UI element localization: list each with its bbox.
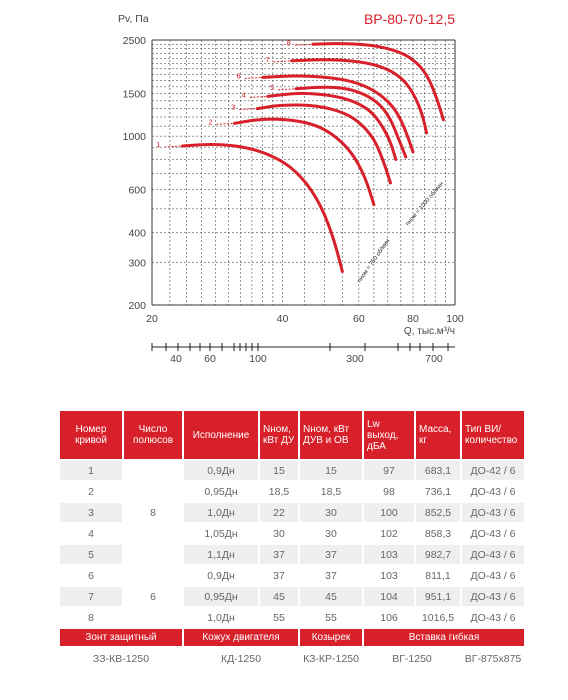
cell-mass: 811,1 <box>416 566 460 585</box>
x2-tick-label: 300 <box>346 353 364 365</box>
cell-power-du: 15 <box>260 461 298 480</box>
acc-label-motor-cover: Кожух двигателя <box>184 629 298 646</box>
curve-label-7: 7 <box>265 54 270 64</box>
cell-version: 1,0Дн <box>184 608 258 627</box>
cell-power-duv: 55 <box>300 608 362 627</box>
cell-power-duv: 15 <box>300 461 362 480</box>
cell-noise: 103 <box>364 545 414 564</box>
x-tick-label: 20 <box>146 313 158 325</box>
cell-power-duv: 30 <box>300 503 362 522</box>
cell-power-du: 55 <box>260 608 298 627</box>
curve-leader <box>250 96 268 97</box>
header-version: Исполнение <box>184 411 258 459</box>
cell-noise: 98 <box>364 482 414 501</box>
accessories-header-row <box>60 629 524 646</box>
cell-noise: 100 <box>364 503 414 522</box>
cell-mass: 951,1 <box>416 587 460 606</box>
header-vi-type: Тип ВИ/ количество <box>462 411 524 459</box>
cell-power-du: 22 <box>260 503 298 522</box>
acc-label-flex: Вставка гибкая <box>364 629 524 646</box>
cell-curve: 4 <box>60 524 122 543</box>
cell-mass: 736,1 <box>416 482 460 501</box>
acc-value-flex-1: ВГ-1250 <box>364 648 460 670</box>
cell-noise: 103 <box>364 566 414 585</box>
x-tick-label: 80 <box>407 313 419 325</box>
speed-label-750: nном = 750 об/мин <box>356 238 392 285</box>
y-tick-label: 300 <box>128 257 146 270</box>
cell-power-du: 37 <box>260 545 298 564</box>
chart-curves <box>164 44 446 272</box>
header-mass: Масса, кг <box>416 411 460 459</box>
cell-mass: 1016,5 <box>416 608 460 627</box>
curve-label-6: 6 <box>236 71 241 81</box>
chart-labels <box>123 35 464 365</box>
table-header-row <box>60 411 524 459</box>
curve-3 <box>257 105 390 183</box>
x-tick-label: 100 <box>446 313 464 325</box>
cell-mass: 982,7 <box>416 545 460 564</box>
header-curve: Номер кривой <box>60 411 122 459</box>
cell-power-duv: 18,5 <box>300 482 362 501</box>
cell-version: 1,1Дн <box>184 545 258 564</box>
cell-power-duv: 37 <box>300 566 362 585</box>
y-tick-label: 1500 <box>122 88 146 101</box>
cell-poles-8: 8 <box>124 461 182 564</box>
cell-version: 1,0Дн <box>184 503 258 522</box>
cell-version: 0,9Дн <box>184 461 258 480</box>
header-power-duv: Nном, кВт ДУВ и ОВ <box>300 411 362 459</box>
curve-1 <box>182 144 342 271</box>
cell-power-du: 37 <box>260 566 298 585</box>
y-tick-label: 400 <box>128 227 146 240</box>
cell-vi-type: ДО-43 / 6 <box>462 503 524 522</box>
acc-value-hood: ЗЗ-КВ-1250 <box>60 648 182 670</box>
chart-title: ВР-80-70-12,5 <box>363 11 455 27</box>
x2-tick-label: 40 <box>170 353 182 365</box>
curve-5 <box>296 87 406 157</box>
x2-tick-label: 100 <box>249 353 267 365</box>
cell-vi-type: ДО-43 / 6 <box>462 482 524 501</box>
cell-curve: 2 <box>60 482 122 501</box>
cell-curve: 8 <box>60 608 122 627</box>
cell-mass: 683,1 <box>416 461 460 480</box>
curve-label-4: 4 <box>241 90 246 100</box>
cell-version: 0,95Дн <box>184 587 258 606</box>
cell-vi-type: ДО-43 / 6 <box>462 566 524 585</box>
cell-noise: 104 <box>364 587 414 606</box>
cell-vi-type: ДО-42 / 6 <box>462 461 524 480</box>
table-row <box>60 461 524 480</box>
acc-value-visor: КЗ-КР-1250 <box>300 648 362 670</box>
header-noise: Lw выход, дБА <box>364 411 414 459</box>
cell-power-duv: 37 <box>300 545 362 564</box>
curve-label-2: 2 <box>208 117 213 127</box>
accessories-values-row <box>60 648 524 670</box>
cell-power-du: 18,5 <box>260 482 298 501</box>
cell-noise: 97 <box>364 461 414 480</box>
curve-leader <box>278 89 296 90</box>
cell-noise: 106 <box>364 608 414 627</box>
acc-label-hood: Зонт защитный <box>60 629 182 646</box>
chart-grid <box>152 40 455 305</box>
x2-tick-label: 60 <box>204 353 216 365</box>
cell-power-du: 45 <box>260 587 298 606</box>
x2-tick-label: 700 <box>425 353 443 365</box>
curve-label-5: 5 <box>269 82 275 92</box>
table-row <box>60 566 524 585</box>
header-poles: Число полюсов <box>124 411 182 459</box>
y-tick-label: 600 <box>128 184 146 197</box>
cell-version: 1,05Дн <box>184 524 258 543</box>
curve-label-3: 3 <box>231 102 236 112</box>
cell-curve: 6 <box>60 566 122 585</box>
cell-vi-type: ДО-43 / 6 <box>462 587 524 606</box>
acc-value-flex-2: ВГ-875х875 <box>462 648 524 670</box>
curve-leader <box>217 123 235 124</box>
cell-version: 0,9Дн <box>184 566 258 585</box>
y-axis-label: Pv, Па <box>118 13 149 25</box>
x-tick-label: 60 <box>352 313 365 325</box>
acc-value-motor-cover: КД-1250 <box>184 648 298 670</box>
curve-label-1: 1 <box>156 140 161 150</box>
cell-power-duv: 30 <box>300 524 362 543</box>
y-tick-label: 1000 <box>122 131 146 144</box>
cell-curve: 3 <box>60 503 122 522</box>
cell-vi-type: ДО-43 / 6 <box>462 545 524 564</box>
cell-mass: 858,3 <box>416 524 460 543</box>
cell-vi-type: ДО-43 / 6 <box>462 524 524 543</box>
cell-mass: 852,5 <box>416 503 460 522</box>
x-tick-label: 40 <box>276 313 289 325</box>
cell-power-du: 30 <box>260 524 298 543</box>
header-power-du: Nном, кВт ДУ <box>260 411 298 459</box>
cell-curve: 5 <box>60 545 122 564</box>
speed-label-1000: nном = 1000 об/мин <box>404 181 446 228</box>
curve-label-8: 8 <box>286 38 291 48</box>
curve-2 <box>235 119 374 205</box>
cell-curve: 1 <box>60 461 122 480</box>
y-tick-label: 2500 <box>122 35 146 47</box>
y-tick-label: 200 <box>128 300 146 312</box>
cell-poles-6: 6 <box>124 566 182 627</box>
cell-noise: 102 <box>364 524 414 543</box>
cell-curve: 7 <box>60 587 122 606</box>
specs-table <box>58 409 526 672</box>
acc-label-visor: Козырек <box>300 629 362 646</box>
cell-power-duv: 45 <box>300 587 362 606</box>
curve-leader <box>164 146 182 147</box>
cell-version: 0,95Дн <box>184 482 258 501</box>
curve-leader <box>245 77 263 78</box>
cell-vi-type: ДО-43 / 6 <box>462 608 524 627</box>
x-axis-label: Q, тыс.м³/ч <box>403 326 455 337</box>
